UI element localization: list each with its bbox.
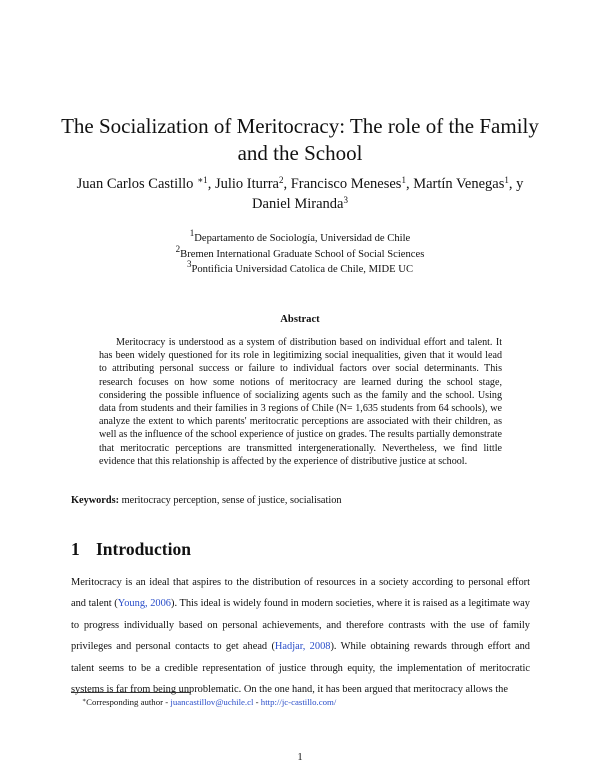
author-superscript: 1 xyxy=(401,175,406,185)
affiliation-superscript: 3 xyxy=(186,259,192,269)
affiliation-superscript: 2 xyxy=(175,243,181,254)
section-heading xyxy=(71,539,191,560)
keywords-text: meritocracy perception, sense of justice, socialisation xyxy=(121,495,342,506)
intro-text: ). While obtaining rewards through effort and talent seems to be a credible representation of justice through equity, the implementation of meritocratic systems is far from being unproblematic. On the one hand, it has been argued that meritocracy allows the xyxy=(71,641,530,696)
keywords-label: Keywords: xyxy=(71,495,120,506)
abstract-heading: Abstract xyxy=(280,314,320,325)
intro-text: Meritocracy is an ideal that aspires to the distribution of resources in a society according to personal effort and talent ( xyxy=(71,577,530,610)
author-name: Juan Carlos Castillo xyxy=(76,176,194,192)
citation-link[interactable]: Hadjar, 2008 xyxy=(274,641,331,653)
author-superscript: 2 xyxy=(278,175,284,185)
affiliation-list xyxy=(40,228,560,278)
author-list: Juan Carlos Castillo $^{∗1}$, Julio Iturra$^2$, Francisco Meneses$^1$, Martín Venegas$^1$, y Daniel Miranda$^3$ xyxy=(76,175,524,212)
affiliation-text: Bremen International Graduate School of Social Sciences xyxy=(180,248,425,260)
author-superscript: ∗1 xyxy=(197,175,208,185)
author-name: Martín Venegas xyxy=(413,176,505,192)
email-link[interactable]: juancastillov@uchile.cl xyxy=(170,697,254,707)
paper-title: The Socialization of Meritocracy: The role of the Family and the School xyxy=(61,114,539,165)
intro-text: ). This ideal is widely found in modern societies, where it is raised as a legitimate way to progress individually based on personal achievements, and therefore contrasts with the use of family privileges and personal contacts to get ahead ( xyxy=(71,598,530,653)
author-conjunction: y xyxy=(516,176,524,192)
footnote-label: Corresponding author - xyxy=(86,697,171,707)
page-number: 1 xyxy=(297,752,303,763)
footnote-marker: ∗ xyxy=(82,698,87,704)
footnote-rule xyxy=(71,692,191,693)
author-name: Daniel Miranda xyxy=(252,196,344,212)
affiliation-item xyxy=(40,228,560,247)
affiliation-text: Departamento de Sociología, Universidad de Chile xyxy=(194,233,411,244)
intro-paragraph xyxy=(71,572,530,700)
website-link[interactable]: http://jc-castillo.com/ xyxy=(260,697,337,707)
citation-link[interactable]: Young, 2006 xyxy=(117,598,171,610)
abstract-text: Meritocracy is understood as a system of distribution based on individual effort and talent. It has been widely questioned for its role in legitimizing social inequalities, given that it would lead to attributing personal success or failure to individual factors over social determinants. This research focuses on how some notions of meritocracy are learned during the school stage, considering the possible influence of socializing agents such as the family and the school. Using data from students and their families in 3 regions of Chile (N= 1,635 students from 64 schools), we analyze the extent to which parents' meritocratic perceptions are associated with their children, as well as the influence of the school experience of justice on grades. The results partially demonstrate that meritocratic perceptions are transmitted intergenerationally. Nevertheless, we find little evidence that this relationship is affected by the experience of distributive justice at school. xyxy=(99,337,502,467)
keywords-line xyxy=(71,495,531,506)
author-superscript: 1 xyxy=(504,175,509,185)
affiliation-item xyxy=(40,243,560,263)
author-superscript: 3 xyxy=(343,195,348,205)
affiliation-text: Pontificia Universidad Catolica de Chile, MIDE UC xyxy=(191,264,414,275)
author-name: Julio Iturra xyxy=(214,176,279,192)
footnote-separator: - xyxy=(253,697,261,707)
author-name: Francisco Meneses xyxy=(290,176,402,192)
affiliation-item xyxy=(40,259,560,278)
footnote xyxy=(82,696,336,708)
section-number: 1 xyxy=(71,539,80,559)
section-title: Introduction xyxy=(96,539,191,559)
affiliation-superscript: 1 xyxy=(189,228,195,238)
